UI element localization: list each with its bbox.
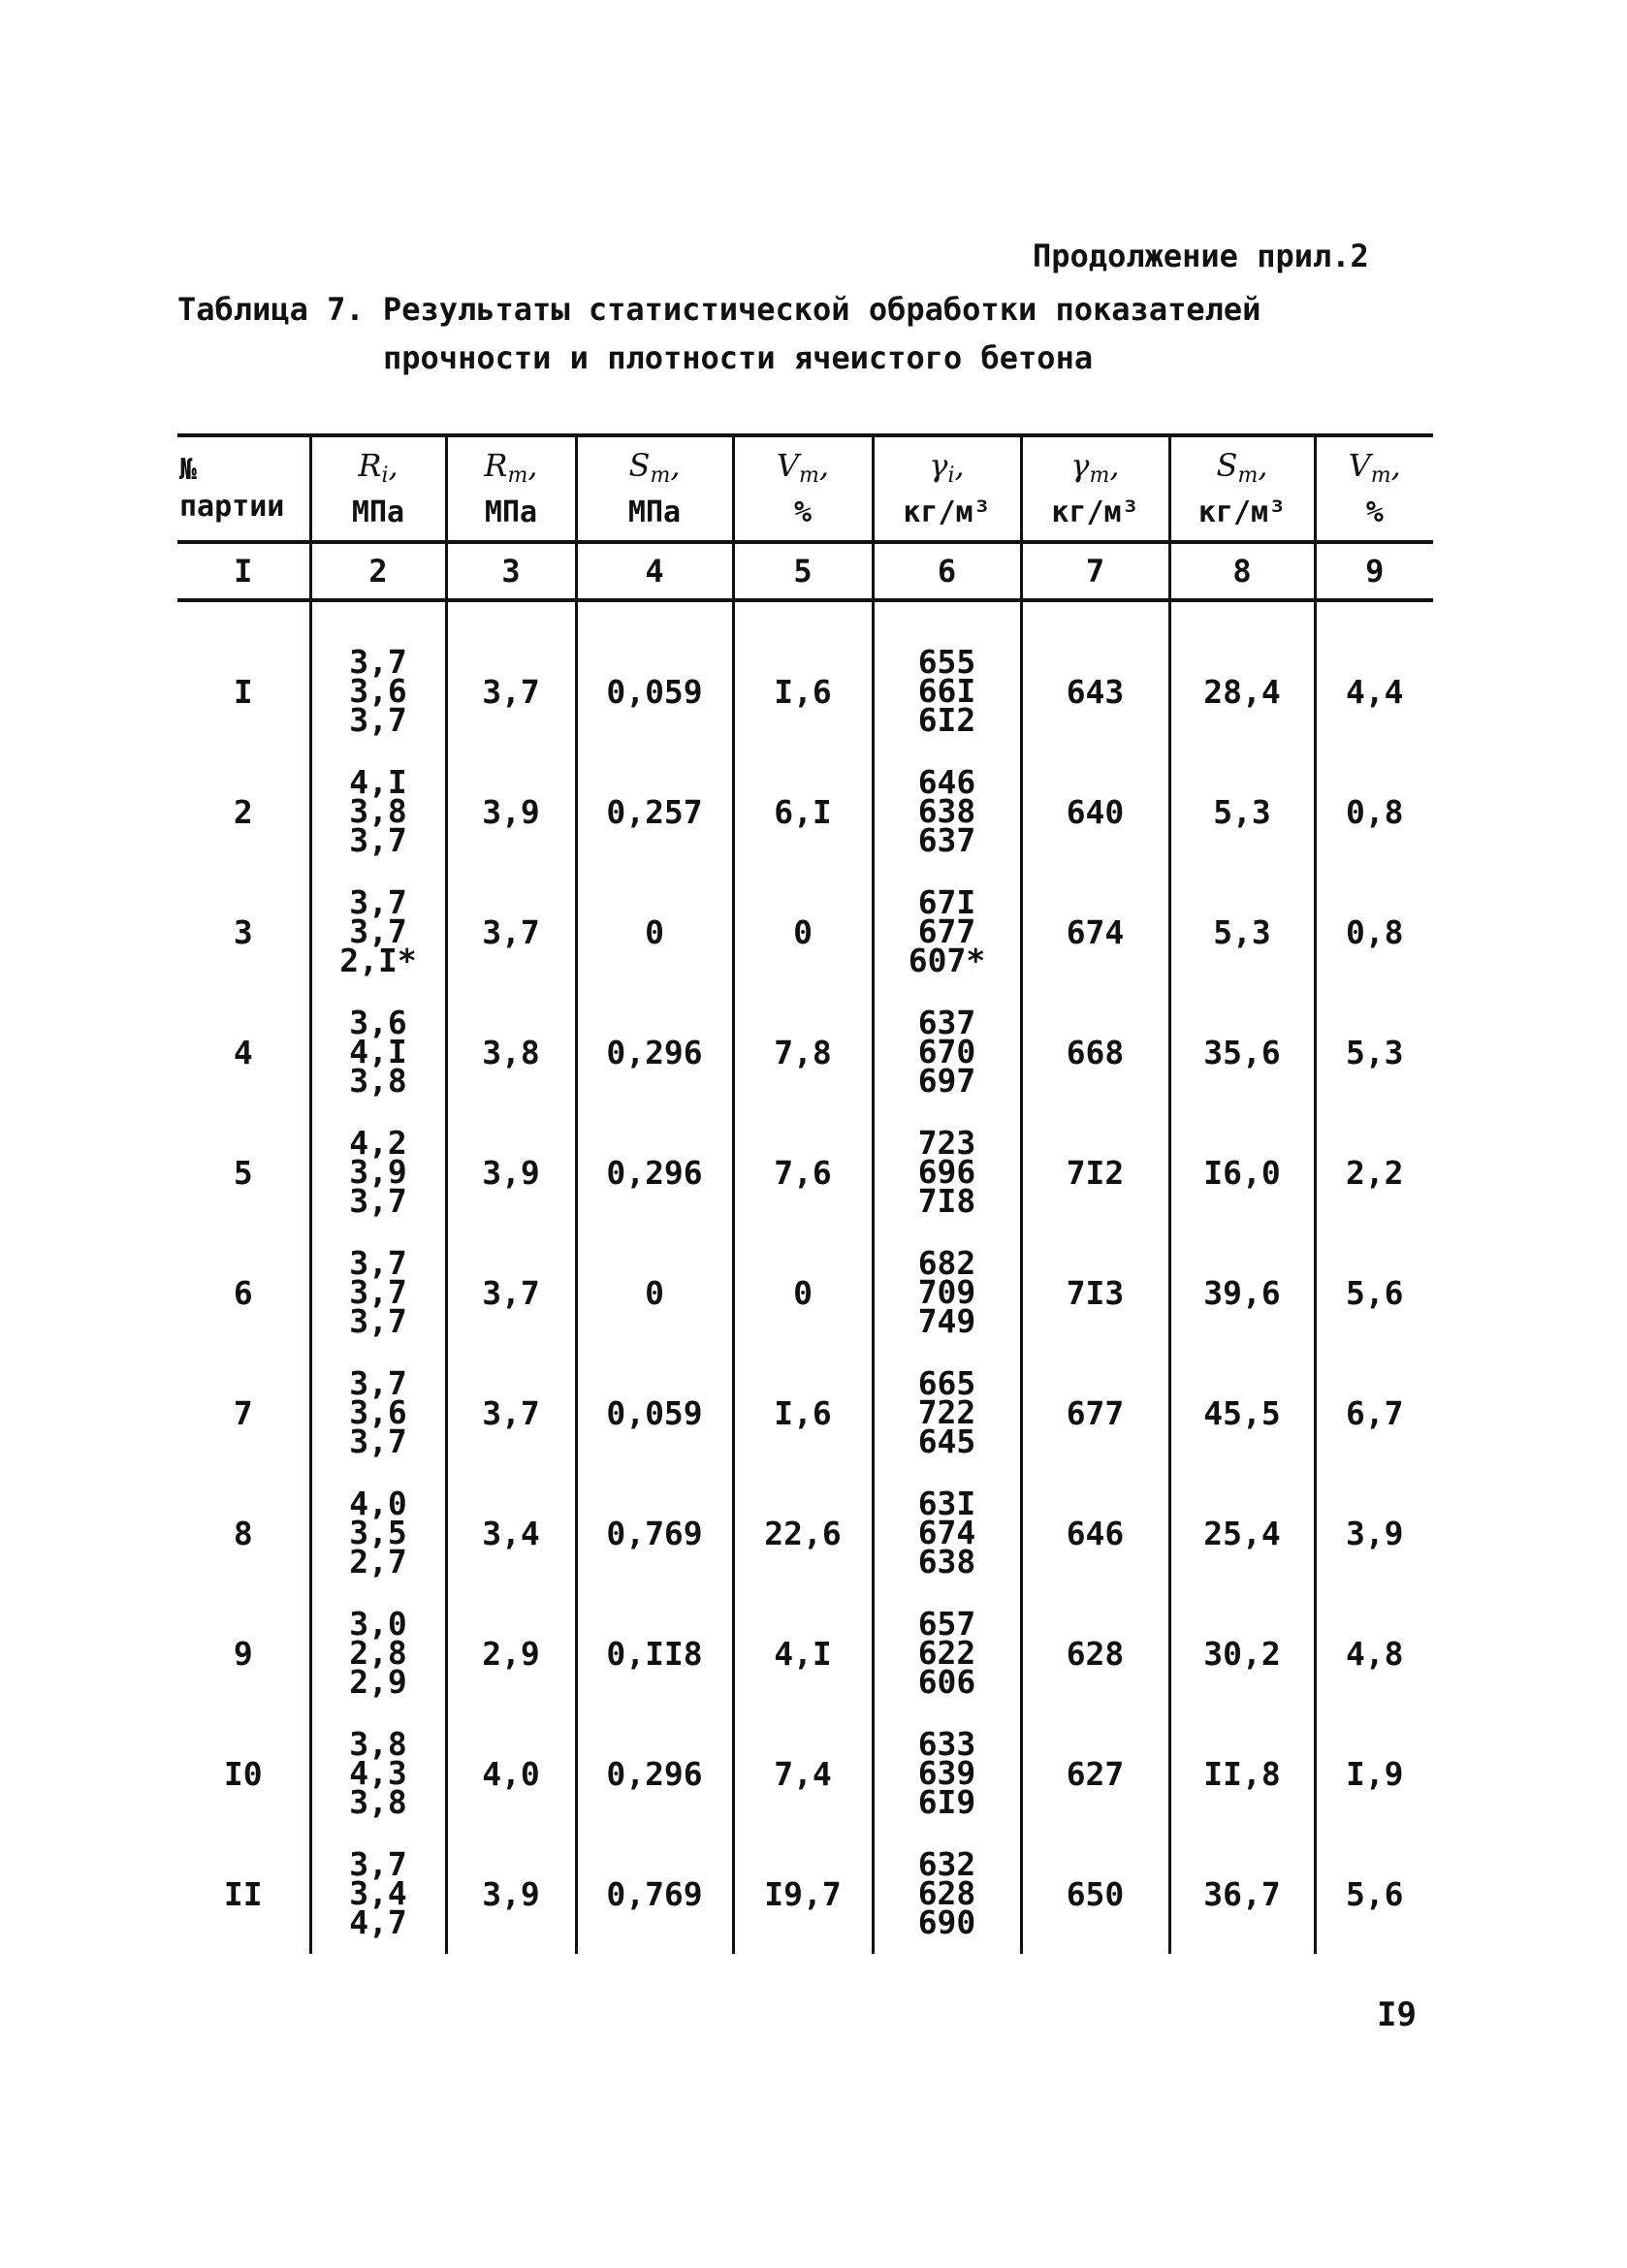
- gamma-i-cell-value: 697: [917, 1062, 976, 1100]
- gamma-i-cell-value: 655: [917, 643, 976, 681]
- vm-cell: 22,6: [733, 1473, 873, 1593]
- gamma-i-cell: [873, 1232, 1021, 1353]
- sm-cell: 0,059: [576, 631, 733, 751]
- sm-cell: 0,059: [576, 1353, 733, 1473]
- density-vm-cell: 5,6: [1315, 1232, 1433, 1353]
- table-row: [177, 1232, 1433, 1353]
- ri-cell-value: 3,7: [349, 701, 407, 739]
- header-gamma-i-symbol: γ: [929, 446, 948, 484]
- ri-cell-value: 3,7: [349, 821, 407, 859]
- ri-cell-value: 3,7: [349, 1244, 407, 1282]
- density-sm-cell: 25,4: [1169, 1473, 1315, 1593]
- rm-cell: 3,9: [446, 1834, 576, 1954]
- table-row: [177, 751, 1433, 872]
- density-vm-cell: 0,8: [1315, 872, 1433, 992]
- density-vm-cell: I,9: [1315, 1713, 1433, 1834]
- header-density-vm-symbol: V: [1348, 446, 1371, 484]
- vm-cell: I,6: [733, 1353, 873, 1473]
- gamma-i-cell: [873, 751, 1021, 872]
- gamma-m-cell: 640: [1021, 751, 1169, 872]
- density-vm-cell: 3,9: [1315, 1473, 1433, 1593]
- ri-cell: [310, 1713, 446, 1834]
- header-gamma-i: $\gamma_i$, кг/м³: [873, 435, 1021, 542]
- gamma-i-cell-value: 638: [917, 792, 976, 830]
- density-sm-cell: 30,2: [1169, 1593, 1315, 1713]
- batch-number-cell: II: [223, 1874, 263, 1913]
- density-sm-cell: 35,6: [1169, 992, 1315, 1112]
- gamma-i-cell-value: 67I: [917, 883, 976, 921]
- table-row: [177, 872, 1433, 992]
- ri-cell: [310, 1353, 446, 1473]
- header-ri: $R_i$, МПа: [310, 435, 446, 542]
- ri-cell-value: 3,7: [349, 1182, 407, 1220]
- gamma-i-cell: [873, 1593, 1021, 1713]
- density-sm-cell: 36,7: [1169, 1834, 1315, 1954]
- ri-cell-value: 4,I: [349, 1033, 407, 1070]
- ri-cell-value: 4,I: [349, 763, 407, 801]
- gamma-i-cell-value: 696: [917, 1153, 976, 1191]
- gamma-m-cell: 7I2: [1021, 1112, 1169, 1232]
- ri-cell-value: 3,6: [349, 1004, 407, 1041]
- ri-cell-value: 3,8: [349, 792, 407, 830]
- header-rm: $R_m$, МПа: [446, 435, 576, 542]
- rm-cell: 3,7: [446, 1232, 576, 1353]
- ri-cell-value: 3,0: [349, 1605, 407, 1643]
- sm-cell: 0,257: [576, 751, 733, 872]
- ri-cell-value: 4,7: [349, 1903, 407, 1941]
- column-number: 5: [733, 542, 873, 600]
- rm-cell: 3,8: [446, 992, 576, 1112]
- ri-cell: [310, 1473, 446, 1593]
- vm-cell: I,6: [733, 631, 873, 751]
- sm-cell: 0,II8: [576, 1593, 733, 1713]
- column-number: 3: [446, 542, 576, 600]
- ri-cell-value: 3,8: [349, 1725, 407, 1763]
- density-vm-cell: 0,8: [1315, 751, 1433, 872]
- header-rm-unit: МПа: [484, 495, 538, 529]
- column-number: 4: [576, 542, 733, 600]
- rm-cell: 3,9: [446, 1112, 576, 1232]
- batch-number-cell: 7: [233, 1393, 253, 1432]
- batch-number-cell: 4: [233, 1033, 253, 1071]
- ri-cell: [310, 631, 446, 751]
- ri-cell-value: 3,6: [349, 672, 407, 710]
- gamma-i-cell-value: 670: [917, 1033, 976, 1070]
- gamma-m-cell: 628: [1021, 1593, 1169, 1713]
- gamma-m-cell: 646: [1021, 1473, 1169, 1593]
- header-ri-subscript: i: [381, 463, 389, 488]
- gamma-i-cell-value: 607*: [908, 942, 986, 979]
- ri-cell-value: 3,8: [349, 1783, 407, 1821]
- header-sm-symbol: S: [628, 446, 651, 484]
- sm-cell: 0,296: [576, 992, 733, 1112]
- gamma-i-cell-value: 6I9: [917, 1783, 976, 1821]
- table-row: [177, 1473, 1433, 1593]
- header-sm: $S_m$, МПа: [576, 435, 733, 542]
- density-sm-cell: 5,3: [1169, 872, 1315, 992]
- gamma-i-cell-value: 63I: [917, 1485, 976, 1522]
- ri-cell-value: 3,8: [349, 1062, 407, 1100]
- table-row: [177, 992, 1433, 1112]
- rm-cell: 3,7: [446, 631, 576, 751]
- ri-cell-value: 2,I*: [339, 942, 417, 979]
- rm-cell: 2,9: [446, 1593, 576, 1713]
- column-number: 6: [873, 542, 1021, 600]
- batch-number-cell: 6: [233, 1273, 253, 1312]
- gamma-i-cell-value: 665: [917, 1364, 976, 1402]
- density-vm-cell: 2,2: [1315, 1112, 1433, 1232]
- vm-cell: 7,6: [733, 1112, 873, 1232]
- batch-number-cell: I0: [223, 1754, 263, 1793]
- vm-cell: 7,4: [733, 1713, 873, 1834]
- gamma-m-cell: 643: [1021, 631, 1169, 751]
- gamma-i-cell: [873, 1112, 1021, 1232]
- column-number: 7: [1021, 542, 1169, 600]
- gamma-i-cell: [873, 872, 1021, 992]
- density-vm-cell: 5,3: [1315, 992, 1433, 1112]
- gamma-i-cell: [873, 631, 1021, 751]
- table-row: [177, 1593, 1433, 1713]
- ri-cell-value: 2,8: [349, 1634, 407, 1672]
- batch-number-cell: 3: [233, 912, 253, 951]
- ri-cell: [310, 1593, 446, 1713]
- density-sm-cell: 45,5: [1169, 1353, 1315, 1473]
- sm-cell: 0,769: [576, 1473, 733, 1593]
- table-row: [177, 1112, 1433, 1232]
- gamma-i-cell-value: 657: [917, 1605, 976, 1643]
- table-title-line-2: прочности и плотности ячеистого бетона: [383, 339, 1094, 376]
- header-gamma-m-symbol: γ: [1070, 446, 1090, 484]
- ri-cell-value: 3,7: [349, 1273, 407, 1311]
- table-row: [177, 631, 1433, 751]
- gamma-i-cell-value: 645: [917, 1422, 976, 1460]
- gamma-m-cell: 627: [1021, 1713, 1169, 1834]
- header-density-vm-unit: %: [1365, 495, 1384, 529]
- gamma-i-cell-value: 690: [917, 1903, 976, 1941]
- ri-cell-value: 3,7: [349, 1302, 407, 1340]
- ri-cell-value: 3,7: [349, 912, 407, 950]
- gamma-i-cell-value: 674: [917, 1514, 976, 1551]
- gamma-i-cell: [873, 1834, 1021, 1954]
- ri-cell-value: 3,9: [349, 1153, 407, 1191]
- gamma-m-cell: 677: [1021, 1353, 1169, 1473]
- sm-cell: 0,296: [576, 1112, 733, 1232]
- vm-cell: 7,8: [733, 992, 873, 1112]
- gamma-i-cell-value: 637: [917, 1004, 976, 1041]
- density-vm-cell: 4,4: [1315, 631, 1433, 751]
- table-row: [177, 1834, 1433, 1954]
- gamma-m-cell: 7I3: [1021, 1232, 1169, 1353]
- ri-cell-value: 3,7: [349, 883, 407, 921]
- gamma-i-cell-value: 633: [917, 1725, 976, 1763]
- header-density-vm-subscript: m: [1370, 463, 1391, 488]
- gamma-i-cell-value: 646: [917, 763, 976, 801]
- header-vm-symbol: V: [776, 446, 800, 484]
- gamma-i-cell-value: 682: [917, 1244, 976, 1282]
- gamma-i-cell: [873, 1713, 1021, 1834]
- gamma-i-cell-value: 709: [917, 1273, 976, 1311]
- gamma-i-cell-value: 677: [917, 912, 976, 950]
- batch-number-cell: 8: [233, 1514, 253, 1552]
- page-number: I9: [1377, 1996, 1417, 2034]
- gamma-i-cell-value: 749: [917, 1302, 976, 1340]
- table-row: [177, 1353, 1433, 1473]
- header-density-vm: $V_m$, %: [1315, 435, 1433, 542]
- results-table: [177, 433, 1433, 1954]
- header-gamma-m-unit: кг/м³: [1051, 495, 1139, 529]
- gamma-i-cell-value: 622: [917, 1634, 976, 1672]
- gamma-i-cell-value: 722: [917, 1393, 976, 1431]
- ri-cell: [310, 751, 446, 872]
- ri-cell-value: 2,7: [349, 1543, 407, 1581]
- column-number: I: [177, 542, 310, 600]
- column-number: 8: [1169, 542, 1315, 600]
- rm-cell: 3,7: [446, 872, 576, 992]
- header-number-sign: №: [179, 453, 198, 487]
- column-number-row: [177, 542, 1433, 600]
- rm-cell: 3,9: [446, 751, 576, 872]
- table-body: [177, 600, 1433, 1954]
- batch-number-cell: 2: [233, 792, 253, 831]
- ri-cell-value: 3,7: [349, 643, 407, 681]
- header-gamma-m: $\gamma_m$, кг/м³: [1021, 435, 1169, 542]
- density-sm-cell: I6,0: [1169, 1112, 1315, 1232]
- gamma-i-cell-value: 606: [917, 1663, 976, 1701]
- header-sm-unit: МПа: [627, 495, 682, 529]
- gamma-i-cell-value: 66I: [917, 672, 976, 710]
- gamma-i-cell: [873, 1353, 1021, 1473]
- gamma-i-cell-value: 723: [917, 1124, 976, 1162]
- sm-cell: 0: [576, 872, 733, 992]
- header-gamma-i-subscript: i: [947, 463, 955, 488]
- ri-cell-value: 3,4: [349, 1874, 407, 1912]
- rm-cell: 3,7: [446, 1353, 576, 1473]
- vm-cell: I9,7: [733, 1834, 873, 1954]
- ri-cell-value: 3,7: [349, 1422, 407, 1460]
- density-vm-cell: 6,7: [1315, 1353, 1433, 1473]
- continuation-note: Продолжение прил.2: [1033, 238, 1369, 274]
- header-row: [177, 435, 1433, 542]
- ri-cell: [310, 1112, 446, 1232]
- density-sm-cell: II,8: [1169, 1713, 1315, 1834]
- column-number: 9: [1315, 542, 1433, 600]
- gamma-i-cell-value: 7I8: [917, 1182, 976, 1220]
- header-sm-subscript: m: [650, 463, 671, 488]
- ri-cell-value: 4,0: [349, 1485, 407, 1522]
- header-batch-label: партии: [179, 490, 285, 524]
- sm-cell: 0,769: [576, 1834, 733, 1954]
- ri-cell-value: 2,9: [349, 1663, 407, 1701]
- gamma-i-cell: [873, 992, 1021, 1112]
- gamma-m-cell: 668: [1021, 992, 1169, 1112]
- vm-cell: 6,I: [733, 751, 873, 872]
- ri-cell-value: 3,6: [349, 1393, 407, 1431]
- header-vm-subscript: m: [799, 463, 819, 488]
- density-vm-cell: 4,8: [1315, 1593, 1433, 1713]
- gamma-i-cell: [873, 1473, 1021, 1593]
- spacer-row: [177, 600, 1433, 631]
- rm-cell: 4,0: [446, 1713, 576, 1834]
- header-density-sm-subscript: m: [1237, 463, 1259, 488]
- batch-number-cell: 9: [233, 1634, 253, 1673]
- ri-cell-value: 4,3: [349, 1754, 407, 1792]
- density-vm-cell: 5,6: [1315, 1834, 1433, 1954]
- header-density-sm-symbol: S: [1216, 446, 1238, 484]
- header-density-sm: $S_m$, кг/м³: [1169, 435, 1315, 542]
- gamma-i-cell-value: 628: [917, 1874, 976, 1912]
- ri-cell-value: 4,2: [349, 1124, 407, 1162]
- vm-cell: 4,I: [733, 1593, 873, 1713]
- header-rm-subscript: m: [507, 463, 528, 488]
- header-density-sm-unit: кг/м³: [1197, 495, 1287, 529]
- header-vm: $V_m$, %: [733, 435, 873, 542]
- vm-cell: 0: [733, 1232, 873, 1353]
- table-row: [177, 1713, 1433, 1834]
- batch-number-cell: 5: [233, 1153, 253, 1192]
- ri-cell: [310, 1834, 446, 1954]
- table-title-line-1: Таблица 7. Результаты статистической обработки показателей: [177, 291, 1261, 328]
- header-gamma-m-subscript: m: [1089, 463, 1110, 488]
- header-vm-unit: %: [793, 495, 813, 529]
- ri-cell-value: 3,5: [349, 1514, 407, 1551]
- gamma-i-cell-value: 639: [917, 1754, 976, 1792]
- ri-cell: [310, 992, 446, 1112]
- density-sm-cell: 28,4: [1169, 631, 1315, 751]
- gamma-i-cell-value: 632: [917, 1845, 976, 1883]
- sm-cell: 0: [576, 1232, 733, 1353]
- sm-cell: 0,296: [576, 1713, 733, 1834]
- vm-cell: 0: [733, 872, 873, 992]
- header-ri-symbol: R: [358, 446, 382, 484]
- rm-cell: 3,4: [446, 1473, 576, 1593]
- gamma-m-cell: 650: [1021, 1834, 1169, 1954]
- header-gamma-i-unit: кг/м³: [903, 495, 991, 529]
- ri-cell-value: 3,7: [349, 1845, 407, 1883]
- header-batch-number: [177, 435, 310, 542]
- ri-cell: [310, 872, 446, 992]
- header-ri-unit: МПа: [351, 495, 405, 529]
- ri-cell-value: 3,7: [349, 1364, 407, 1402]
- gamma-m-cell: 674: [1021, 872, 1169, 992]
- gamma-i-cell-value: 638: [917, 1543, 976, 1581]
- ri-cell: [310, 1232, 446, 1353]
- header-rm-symbol: R: [484, 446, 508, 484]
- column-number: 2: [310, 542, 446, 600]
- density-sm-cell: 5,3: [1169, 751, 1315, 872]
- density-sm-cell: 39,6: [1169, 1232, 1315, 1353]
- batch-number-cell: I: [233, 672, 253, 711]
- gamma-i-cell-value: 637: [917, 821, 976, 859]
- gamma-i-cell-value: 6I2: [917, 701, 976, 739]
